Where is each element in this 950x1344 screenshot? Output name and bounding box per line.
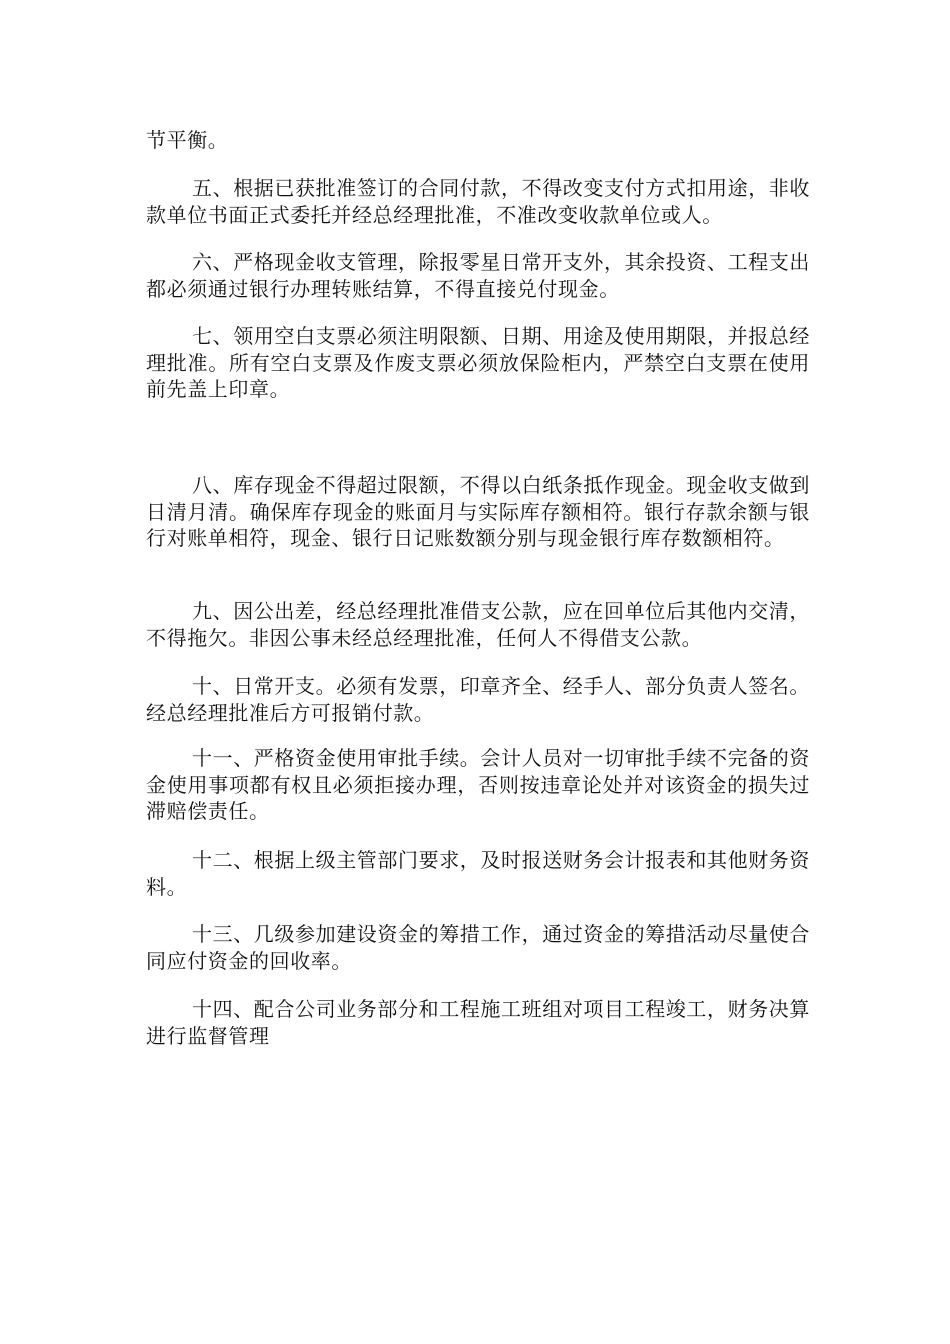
paragraph-item-7: 七、领用空白支票必须注明限额、日期、用途及使用期限，并报总经理批准。所有空白支票及作废支票必须放保险柜内，严禁空白支票在使用前先盖上印章。 (146, 324, 810, 401)
paragraph-item-8: 八、库存现金不得超过限额，不得以白纸条抵作现金。现金收支做到日清月清。确保库存现金的账面月与实际库存额相符。银行存款余额与银行对账单相符，现金、银行日记账数额分别与现金银行库存数额相符。 (146, 473, 810, 550)
paragraph-item-11: 十一、严格资金使用审批手续。会计人员对一切审批手续不完备的资金使用事项都有权且必须拒接办理，否则按违章论处并对该资金的损失过滞赔偿责任。 (146, 746, 810, 823)
paragraph-continuation: 节平衡。 (146, 128, 229, 152)
paragraph-item-14: 十四、配合公司业务部分和工程施工班组对项目工程竣工，财务决算进行监督管理 (146, 997, 810, 1048)
paragraph-item-9: 九、因公出差，经总经理批准借支公款，应在回单位后其他内交清，不得拖欠。非因公事未经总经理批准，任何人不得借支公款。 (146, 599, 810, 650)
paragraph-item-12: 十二、根据上级主管部门要求，及时报送财务会计报表和其他财务资料。 (146, 848, 810, 899)
paragraph-item-6: 六、严格现金收支管理，除报零星日常开支外，其余投资、工程支出都必须通过银行办理转账结算，不得直接兑付现金。 (146, 250, 810, 301)
paragraph-item-10: 十、日常开支。必须有发票，印章齐全、经手人、部分负责人签名。经总经理批准后方可报销付款。 (146, 674, 810, 725)
paragraph-item-5: 五、根据已获批准签订的合同付款，不得改变支付方式扣用途，非收款单位书面正式委托并经总经理批准，不准改变收款单位或人。 (146, 176, 810, 227)
paragraph-item-13: 十三、几级参加建设资金的筹措工作，通过资金的筹措活动尽量使合同应付资金的回收率。 (146, 922, 810, 973)
